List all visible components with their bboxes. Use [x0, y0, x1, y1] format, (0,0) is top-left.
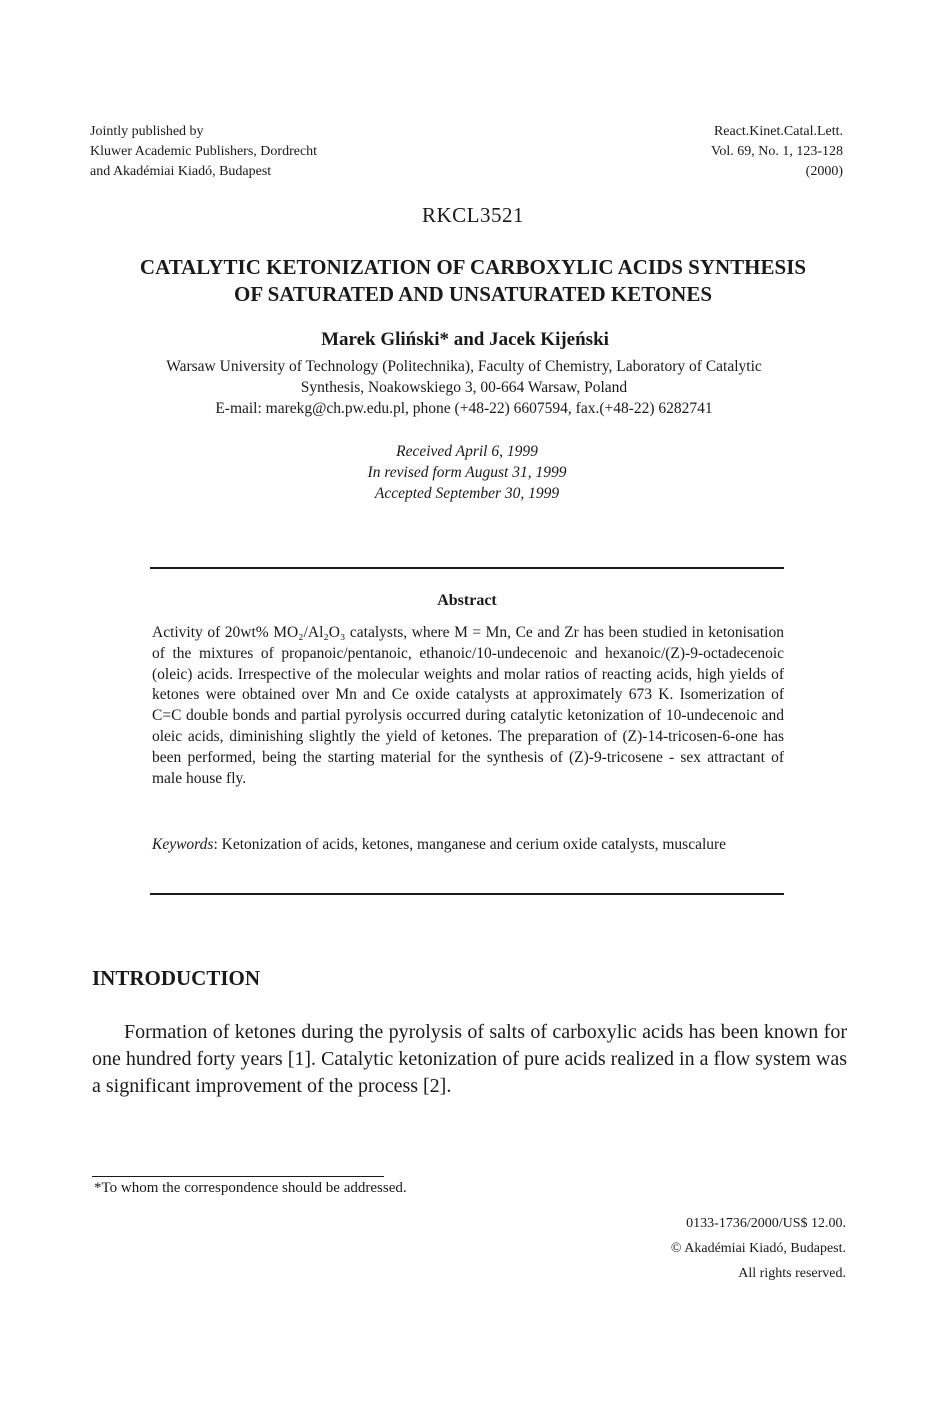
article-code: RKCL3521 — [421, 203, 524, 227]
abstract-heading: Abstract — [437, 592, 497, 609]
copyright-line: 0133-1736/2000/US$ 12.00. — [686, 1216, 846, 1231]
affiliation-line: E-mail: marekg@ch.pw.edu.pl, phone (+48-22) 6607594, fax.(+48-22) 6282741 — [215, 400, 713, 417]
keywords — [152, 835, 784, 856]
received-date: Received April 6, 1999 — [396, 443, 538, 460]
keywords-label: Keywords — [152, 836, 214, 853]
abstract-text: Activity of 20wt% MO₂/Al₂O₃ catalysts, where M = Mn, Ce and Zr has been studied in ketonisation of the mixtures of propanoic/pentanoic, ethanoic/10-undecenoic and hexanoic/(Z)-9-octadecenoic (oleic) acids. Irrespective of the molecular weights and molar ratios of reacting acids, high yields of ketones were obtained over Mn and Ce oxide catalysts at approximately 673 K. Isomerization of C=C double bonds and partial pyrolysis occurred during catalytic ketonization of 10-undecenoic and oleic acids, diminishing slightly the yield of ketones. The preparation of (Z)-14-tricosen-6-one has been performed, being the starting material for the synthesis of (Z)-9-tricosene - sex attractant of male house fly. — [152, 624, 784, 787]
publisher-line: Jointly published by — [90, 124, 204, 139]
title-line: OF SATURATED AND UNSATURATED KETONES — [233, 282, 713, 306]
revised-date: In revised form August 31, 1999 — [367, 464, 567, 481]
abstract-bottom-rule — [150, 893, 784, 895]
copyright-line: All rights reserved. — [738, 1266, 846, 1281]
affiliation — [60, 356, 868, 419]
publisher-line: and Akadémiai Kiadó, Budapest — [90, 164, 272, 179]
footnote-rule — [92, 1176, 384, 1177]
authors: Marek Gliński* and Jacek Kijeński — [321, 329, 609, 350]
submission-dates — [0, 441, 934, 504]
copyright-block — [671, 1211, 846, 1286]
journal-citation — [711, 122, 843, 182]
title-line: CATALYTIC KETONIZATION OF CARBOXYLIC ACIDS SYNTHESIS — [139, 255, 807, 279]
journal-line: (2000) — [805, 164, 843, 179]
intro-paragraph: Formation of ketones during the pyrolysis of salts of carboxylic acids has been known for one hundred forty years [1]. Catalytic ketonization of pure acids realized in a flow system was a significant improvement of the process [2]. — [92, 1021, 847, 1097]
keywords-text: : Ketonization of acids, ketones, manganese and cerium oxide catalysts, muscalure — [213, 836, 727, 853]
journal-line: React.Kinet.Catal.Lett. — [713, 124, 843, 139]
affiliation-line: Synthesis, Noakowskiego 3, 00-664 Warsaw, Poland — [300, 379, 628, 396]
publisher-info — [90, 122, 317, 182]
affiliation-line: Warsaw University of Technology (Politechnika), Faculty of Chemistry, Laboratory of Catalytic — [166, 358, 762, 375]
abstract-top-rule — [150, 567, 784, 569]
section-heading: INTRODUCTION — [92, 966, 261, 990]
footnote: *To whom the correspondence should be addressed. — [94, 1180, 407, 1196]
copyright-line: © Akadémiai Kiadó, Budapest. — [670, 1241, 846, 1256]
publisher-line: Kluwer Academic Publishers, Dordrecht — [90, 144, 318, 159]
paper-title — [60, 254, 886, 308]
accepted-date: Accepted September 30, 1999 — [374, 485, 560, 502]
journal-line: Vol. 69, No. 1, 123-128 — [711, 144, 843, 159]
